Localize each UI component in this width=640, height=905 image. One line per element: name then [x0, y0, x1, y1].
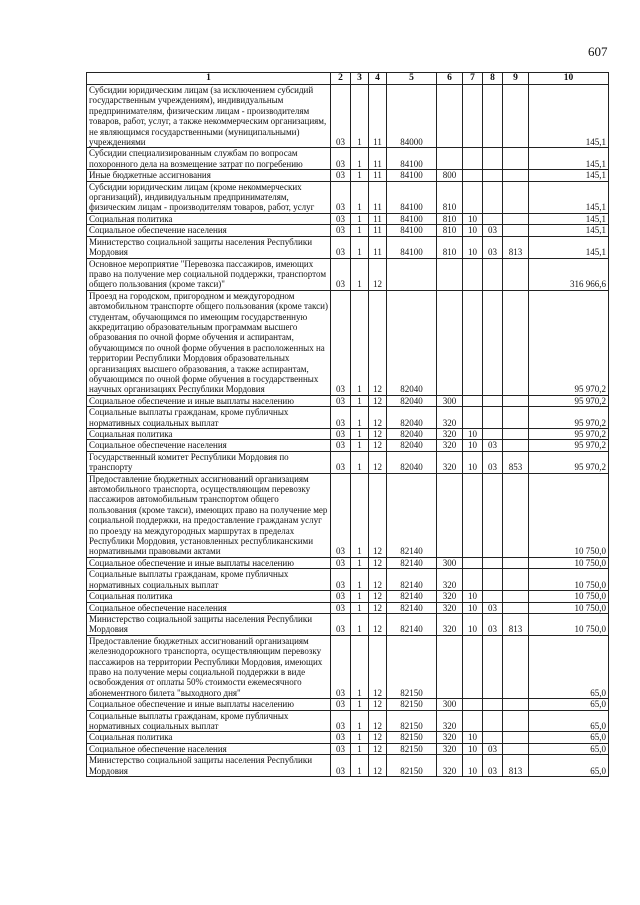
code-cell: 03: [331, 225, 351, 236]
code-cell: [437, 148, 463, 170]
code-cell: [463, 290, 483, 395]
amount-cell: 145,1: [529, 170, 609, 181]
code-cell: 12: [369, 258, 387, 290]
header-cell: 2: [331, 73, 351, 85]
code-cell: [503, 213, 529, 224]
code-cell: 03: [331, 743, 351, 754]
row-name: Предоставление бюджетных ассигнований организациям автомобильного транспорта, осуществляющим перевозку пассажиров автомобильным транспортом общего пользования (кроме такси), имеющих право на получение мер социальной поддержки, на предоставление гражданам услуг по проезду на междугородных маршрутах в пределах Республики Мордовия, установленных республиканскими нормативными правовыми актами: [87, 473, 331, 557]
code-cell: 11: [369, 170, 387, 181]
code-cell: 03: [331, 557, 351, 568]
code-cell: 11: [369, 236, 387, 258]
code-cell: 12: [369, 710, 387, 732]
code-cell: 82140: [387, 569, 437, 591]
code-cell: 810: [437, 181, 463, 213]
code-cell: 03: [331, 451, 351, 473]
code-cell: 10: [463, 213, 483, 224]
code-cell: 03: [331, 591, 351, 602]
code-cell: [483, 258, 503, 290]
row-name: Иные бюджетные ассигнования: [87, 170, 331, 181]
code-cell: 320: [437, 613, 463, 635]
code-cell: 03: [331, 602, 351, 613]
code-cell: 82150: [387, 755, 437, 777]
row-name: Социальные выплаты гражданам, кроме публичных нормативных социальных выплат: [87, 569, 331, 591]
code-cell: 84100: [387, 181, 437, 213]
code-cell: 320: [437, 569, 463, 591]
code-cell: 12: [369, 557, 387, 568]
code-cell: 10: [463, 451, 483, 473]
code-cell: 03: [331, 258, 351, 290]
row-name: Социальное обеспечение населения: [87, 440, 331, 451]
code-cell: 1: [351, 613, 369, 635]
code-cell: 10: [463, 613, 483, 635]
code-cell: 82040: [387, 451, 437, 473]
code-cell: 1: [351, 170, 369, 181]
header-row: [87, 73, 609, 85]
row-name: Министерство социальной защиты населения Республики Мордовия: [87, 755, 331, 777]
table-row: [87, 451, 609, 473]
code-cell: [503, 557, 529, 568]
code-cell: 320: [437, 732, 463, 743]
page-number: 607: [588, 44, 608, 59]
code-cell: 1: [351, 755, 369, 777]
code-cell: [463, 85, 483, 148]
header-cell: 3: [351, 73, 369, 85]
code-cell: 03: [331, 429, 351, 440]
code-cell: [387, 258, 437, 290]
code-cell: [503, 473, 529, 557]
code-cell: 12: [369, 451, 387, 473]
budget-table: [86, 72, 609, 777]
code-cell: [483, 732, 503, 743]
code-cell: [483, 429, 503, 440]
code-cell: [503, 440, 529, 451]
code-cell: [463, 569, 483, 591]
code-cell: [503, 148, 529, 170]
code-cell: [483, 710, 503, 732]
code-cell: 82150: [387, 635, 437, 698]
code-cell: 03: [483, 755, 503, 777]
code-cell: 82150: [387, 732, 437, 743]
code-cell: [483, 635, 503, 698]
code-cell: [483, 473, 503, 557]
code-cell: 03: [331, 170, 351, 181]
code-cell: 320: [437, 440, 463, 451]
code-cell: 10: [463, 602, 483, 613]
code-cell: [463, 181, 483, 213]
code-cell: [483, 290, 503, 395]
code-cell: 84100: [387, 225, 437, 236]
header-cell: 10: [529, 73, 609, 85]
code-cell: [437, 85, 463, 148]
code-cell: 12: [369, 473, 387, 557]
code-cell: 1: [351, 557, 369, 568]
code-cell: 813: [503, 613, 529, 635]
code-cell: [463, 407, 483, 429]
table-row: [87, 258, 609, 290]
amount-cell: 95 970,2: [529, 290, 609, 395]
code-cell: 10: [463, 440, 483, 451]
code-cell: 03: [331, 440, 351, 451]
amount-cell: 65,0: [529, 732, 609, 743]
row-name: Проезд на городском, пригородном и междугородном автомобильном транспорте общего пользования (кроме такси) студентам, обучающимся по имеющим государственную аккредитацию образовательным программам высшего образования по очной форме обучения и аспирантам, обучающимся по очной форме обучения в расположенных на территории Республики Мордовия образовательных организациях высшего образования, а также аспирантам, обучающимся по очной форме обучения в государственных научных организациях Республики Мордовия: [87, 290, 331, 395]
table-row: [87, 148, 609, 170]
table-row: [87, 569, 609, 591]
amount-cell: 95 970,2: [529, 395, 609, 406]
header-cell: 4: [369, 73, 387, 85]
code-cell: [483, 395, 503, 406]
code-cell: 03: [331, 699, 351, 710]
code-cell: [483, 213, 503, 224]
code-cell: 12: [369, 407, 387, 429]
code-cell: 320: [437, 451, 463, 473]
code-cell: 82150: [387, 699, 437, 710]
code-cell: 1: [351, 85, 369, 148]
amount-cell: 95 970,2: [529, 440, 609, 451]
code-cell: 03: [483, 451, 503, 473]
code-cell: [503, 699, 529, 710]
code-cell: 12: [369, 602, 387, 613]
code-cell: 03: [331, 85, 351, 148]
code-cell: 03: [331, 569, 351, 591]
code-cell: 320: [437, 743, 463, 754]
row-name: Социальная политика: [87, 213, 331, 224]
code-cell: [483, 557, 503, 568]
row-name: Предоставление бюджетных ассигнований организациям железнодорожного транспорта, осуществляющим перевозку пассажиров на территории Республики Мордовия, имеющих право на получение меры социальной поддержки в виде освобождения от оплаты 50% стоимости ежемесячного абонементного билета "выходного дня": [87, 635, 331, 698]
amount-cell: 10 750,0: [529, 473, 609, 557]
header-cell: 7: [463, 73, 483, 85]
row-name: Социальная политика: [87, 591, 331, 602]
code-cell: [503, 290, 529, 395]
code-cell: [503, 258, 529, 290]
code-cell: 12: [369, 429, 387, 440]
code-cell: [503, 181, 529, 213]
code-cell: 03: [483, 236, 503, 258]
code-cell: [483, 181, 503, 213]
code-cell: 813: [503, 236, 529, 258]
code-cell: [503, 591, 529, 602]
code-cell: 10: [463, 755, 483, 777]
header-cell: 6: [437, 73, 463, 85]
code-cell: 12: [369, 591, 387, 602]
code-cell: 10: [463, 732, 483, 743]
code-cell: 1: [351, 569, 369, 591]
table-row: [87, 395, 609, 406]
amount-cell: 65,0: [529, 710, 609, 732]
code-cell: 84100: [387, 213, 437, 224]
table-row: [87, 473, 609, 557]
code-cell: 1: [351, 440, 369, 451]
code-cell: [503, 602, 529, 613]
code-cell: 11: [369, 181, 387, 213]
code-cell: [483, 148, 503, 170]
code-cell: 300: [437, 699, 463, 710]
code-cell: 10: [463, 429, 483, 440]
code-cell: [483, 569, 503, 591]
code-cell: 1: [351, 395, 369, 406]
amount-cell: 10 750,0: [529, 557, 609, 568]
row-name: Министерство социальной защиты населения Республики Мордовия: [87, 613, 331, 635]
code-cell: 82040: [387, 290, 437, 395]
code-cell: [463, 557, 483, 568]
code-cell: 813: [503, 755, 529, 777]
code-cell: [463, 635, 483, 698]
row-name: Министерство социальной защиты населения Республики Мордовия: [87, 236, 331, 258]
code-cell: 11: [369, 225, 387, 236]
code-cell: 82140: [387, 557, 437, 568]
code-cell: [437, 473, 463, 557]
table-row: [87, 743, 609, 754]
code-cell: 1: [351, 429, 369, 440]
code-cell: 03: [331, 395, 351, 406]
code-cell: 82040: [387, 407, 437, 429]
row-name: Социальное обеспечение и иные выплаты населению: [87, 395, 331, 406]
code-cell: 12: [369, 613, 387, 635]
amount-cell: 65,0: [529, 743, 609, 754]
code-cell: [503, 170, 529, 181]
code-cell: 1: [351, 710, 369, 732]
code-cell: 810: [437, 213, 463, 224]
table-row: [87, 613, 609, 635]
table-row: [87, 407, 609, 429]
code-cell: [503, 732, 529, 743]
code-cell: [503, 743, 529, 754]
code-cell: 300: [437, 557, 463, 568]
code-cell: 1: [351, 699, 369, 710]
code-cell: 10: [463, 743, 483, 754]
code-cell: 03: [331, 613, 351, 635]
amount-cell: 145,1: [529, 85, 609, 148]
code-cell: 03: [331, 407, 351, 429]
code-cell: 12: [369, 290, 387, 395]
code-cell: [503, 569, 529, 591]
amount-cell: 65,0: [529, 755, 609, 777]
code-cell: [503, 85, 529, 148]
code-cell: 1: [351, 290, 369, 395]
code-cell: 1: [351, 451, 369, 473]
code-cell: 82140: [387, 473, 437, 557]
row-name: Социальное обеспечение населения: [87, 602, 331, 613]
code-cell: 03: [331, 148, 351, 170]
table-row: [87, 85, 609, 148]
table-row: [87, 236, 609, 258]
row-name: Социальные выплаты гражданам, кроме публичных нормативных социальных выплат: [87, 710, 331, 732]
table-row: [87, 732, 609, 743]
code-cell: 11: [369, 148, 387, 170]
code-cell: 1: [351, 591, 369, 602]
row-name: Социальные выплаты гражданам, кроме публичных нормативных социальных выплат: [87, 407, 331, 429]
code-cell: 320: [437, 755, 463, 777]
table-row: [87, 429, 609, 440]
code-cell: 1: [351, 743, 369, 754]
code-cell: 1: [351, 258, 369, 290]
code-cell: [437, 290, 463, 395]
code-cell: 320: [437, 407, 463, 429]
code-cell: 12: [369, 395, 387, 406]
code-cell: 12: [369, 699, 387, 710]
table-row: [87, 755, 609, 777]
code-cell: [503, 225, 529, 236]
code-cell: 03: [331, 473, 351, 557]
code-cell: 10: [463, 236, 483, 258]
code-cell: [463, 473, 483, 557]
code-cell: 82040: [387, 440, 437, 451]
code-cell: 12: [369, 440, 387, 451]
code-cell: 1: [351, 148, 369, 170]
code-cell: 82140: [387, 591, 437, 602]
code-cell: 853: [503, 451, 529, 473]
code-cell: 810: [437, 225, 463, 236]
amount-cell: 145,1: [529, 236, 609, 258]
table-row: [87, 602, 609, 613]
code-cell: 320: [437, 429, 463, 440]
code-cell: 320: [437, 602, 463, 613]
code-cell: [463, 395, 483, 406]
table-row: [87, 557, 609, 568]
code-cell: 82150: [387, 743, 437, 754]
code-cell: 1: [351, 602, 369, 613]
code-cell: 82140: [387, 613, 437, 635]
table-row: [87, 213, 609, 224]
header-cell: 1: [87, 73, 331, 85]
code-cell: [503, 710, 529, 732]
code-cell: [463, 699, 483, 710]
header-cell: 8: [483, 73, 503, 85]
code-cell: 1: [351, 407, 369, 429]
code-cell: 03: [483, 613, 503, 635]
code-cell: 1: [351, 732, 369, 743]
code-cell: 12: [369, 635, 387, 698]
code-cell: 320: [437, 591, 463, 602]
code-cell: [503, 635, 529, 698]
code-cell: 03: [483, 602, 503, 613]
table-row: [87, 290, 609, 395]
table-row: [87, 591, 609, 602]
row-name: Субсидии юридическим лицам (за исключением субсидий государственным учреждениям), индивидуальным предпринимателям, физическим лицам - производителям товаров, работ, услуг, а также некоммерческим организациям, не являющимся государственными (муниципальными) учреждениями: [87, 85, 331, 148]
code-cell: [503, 395, 529, 406]
code-cell: [503, 407, 529, 429]
amount-cell: 10 750,0: [529, 569, 609, 591]
code-cell: [463, 148, 483, 170]
code-cell: 10: [463, 591, 483, 602]
code-cell: 12: [369, 743, 387, 754]
row-name: Основное мероприятие "Перевозка пассажиров, имеющих право на получение мер социальной поддержки, транспортом общего пользования (кроме такси)": [87, 258, 331, 290]
amount-cell: 95 970,2: [529, 451, 609, 473]
code-cell: 03: [483, 225, 503, 236]
code-cell: 84100: [387, 148, 437, 170]
code-cell: [483, 591, 503, 602]
table-row: [87, 635, 609, 698]
code-cell: [463, 170, 483, 181]
code-cell: 03: [331, 181, 351, 213]
code-cell: 12: [369, 755, 387, 777]
table-row: [87, 710, 609, 732]
code-cell: 12: [369, 569, 387, 591]
code-cell: [437, 635, 463, 698]
code-cell: 1: [351, 236, 369, 258]
code-cell: [463, 258, 483, 290]
code-cell: 82040: [387, 395, 437, 406]
code-cell: 82150: [387, 710, 437, 732]
code-cell: 11: [369, 213, 387, 224]
header-cell: 9: [503, 73, 529, 85]
row-name: Социальное обеспечение и иные выплаты населению: [87, 699, 331, 710]
code-cell: 12: [369, 732, 387, 743]
amount-cell: 65,0: [529, 699, 609, 710]
code-cell: 1: [351, 213, 369, 224]
row-name: Социальное обеспечение населения: [87, 743, 331, 754]
code-cell: 03: [331, 213, 351, 224]
amount-cell: 95 970,2: [529, 407, 609, 429]
amount-cell: 65,0: [529, 635, 609, 698]
code-cell: 1: [351, 635, 369, 698]
code-cell: 800: [437, 170, 463, 181]
code-cell: 82140: [387, 602, 437, 613]
code-cell: 11: [369, 85, 387, 148]
amount-cell: 145,1: [529, 225, 609, 236]
code-cell: 810: [437, 236, 463, 258]
code-cell: [483, 85, 503, 148]
amount-cell: 10 750,0: [529, 602, 609, 613]
code-cell: 1: [351, 225, 369, 236]
code-cell: 320: [437, 710, 463, 732]
code-cell: 03: [331, 710, 351, 732]
code-cell: 03: [483, 743, 503, 754]
code-cell: 03: [483, 440, 503, 451]
code-cell: 1: [351, 473, 369, 557]
amount-cell: 145,1: [529, 213, 609, 224]
code-cell: 82040: [387, 429, 437, 440]
header-cell: 5: [387, 73, 437, 85]
code-cell: [503, 429, 529, 440]
row-name: Социальная политика: [87, 429, 331, 440]
code-cell: 03: [331, 755, 351, 777]
code-cell: 84100: [387, 170, 437, 181]
row-name: Субсидии специализированным службам по вопросам похоронного дела на возмещение затрат по погребению: [87, 148, 331, 170]
code-cell: 10: [463, 225, 483, 236]
code-cell: 1: [351, 181, 369, 213]
table-row: [87, 170, 609, 181]
amount-cell: 10 750,0: [529, 591, 609, 602]
code-cell: 03: [331, 236, 351, 258]
code-cell: [463, 710, 483, 732]
amount-cell: 10 750,0: [529, 613, 609, 635]
row-name: Социальное обеспечение населения: [87, 225, 331, 236]
row-name: Субсидии юридическим лицам (кроме некоммерческих организаций), индивидуальным предпринимателям, физическим лицам - производителям товаров, работ, услуг: [87, 181, 331, 213]
code-cell: [483, 170, 503, 181]
code-cell: [483, 407, 503, 429]
row-name: Социальная политика: [87, 732, 331, 743]
code-cell: 03: [331, 290, 351, 395]
code-cell: [483, 699, 503, 710]
row-name: Государственный комитет Республики Мордовия по транспорту: [87, 451, 331, 473]
code-cell: 03: [331, 732, 351, 743]
table-row: [87, 699, 609, 710]
table-row: [87, 440, 609, 451]
code-cell: 300: [437, 395, 463, 406]
table-row: [87, 225, 609, 236]
code-cell: [437, 258, 463, 290]
amount-cell: 95 970,2: [529, 429, 609, 440]
table-row: [87, 181, 609, 213]
amount-cell: 145,1: [529, 181, 609, 213]
amount-cell: 145,1: [529, 148, 609, 170]
code-cell: 84100: [387, 236, 437, 258]
code-cell: 03: [331, 635, 351, 698]
amount-cell: 316 966,6: [529, 258, 609, 290]
code-cell: 84000: [387, 85, 437, 148]
row-name: Социальное обеспечение и иные выплаты населению: [87, 557, 331, 568]
